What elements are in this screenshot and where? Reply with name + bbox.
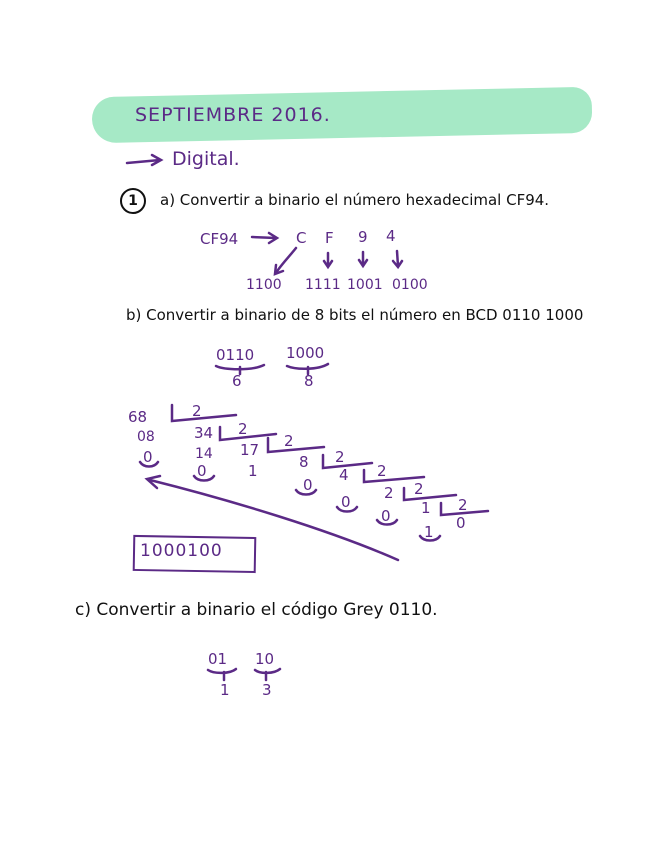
dividend: 68 — [128, 408, 148, 426]
remainder: 0 — [143, 448, 153, 466]
final-quotient: 0 — [456, 514, 466, 532]
remainder: 0 — [381, 507, 391, 525]
binary-nibble: 1111 — [305, 277, 341, 293]
grey-value: 1 — [220, 681, 230, 699]
bcd-group: 0110 — [216, 346, 255, 364]
binary-nibble: 0100 — [392, 277, 428, 293]
part-a-statement: a) Convertir a binario el número hexadecimal CF94. — [160, 191, 550, 209]
bcd-group: 1000 — [286, 344, 325, 362]
divisor: 2 — [414, 480, 424, 498]
binary-nibble: 1001 — [347, 277, 383, 293]
part-b-statement: b) Convertir a binario de 8 bits el número en BCD 0110 1000 — [126, 306, 584, 324]
binary-result: 1000100 — [140, 541, 223, 561]
exercise-number: 1 — [120, 188, 146, 214]
partial-remainder: 08 — [137, 429, 155, 445]
divisor: 2 — [284, 432, 294, 450]
grey-value: 3 — [262, 681, 272, 699]
hex-digit: C — [296, 229, 307, 247]
binary-nibble: 1100 — [246, 277, 282, 293]
remainder: 0 — [197, 462, 207, 480]
dividend: 2 — [384, 484, 394, 502]
grey-group: 01 — [208, 650, 228, 668]
partial-remainder: 14 — [195, 446, 213, 462]
bcd-decimal: 8 — [304, 372, 314, 390]
part-c-statement: c) Convertir a binario el código Grey 0110. — [75, 600, 438, 620]
dividend: 8 — [299, 453, 309, 471]
hex-digit: 9 — [358, 228, 368, 246]
hex-value: CF94 — [200, 230, 239, 248]
divisor: 2 — [192, 402, 202, 420]
dividend: 34 — [194, 424, 214, 442]
divisor: 2 — [377, 462, 387, 480]
hex-digit: 4 — [386, 227, 396, 245]
read-direction-arrow — [150, 480, 398, 560]
remainder: 0 — [303, 476, 313, 494]
remainder: 1 — [424, 523, 434, 541]
dividend: 17 — [240, 441, 260, 459]
divisor: 2 — [335, 448, 345, 466]
bcd-decimal: 6 — [232, 372, 242, 390]
hex-digit: F — [325, 229, 334, 247]
hex-arrow — [252, 237, 276, 238]
dividend: 4 — [339, 466, 349, 484]
page-title: SEPTIEMBRE 2016. — [135, 104, 331, 126]
grey-group: 10 — [255, 650, 275, 668]
dividend: 1 — [421, 499, 431, 517]
divisor: 2 — [238, 420, 248, 438]
remainder: 0 — [341, 493, 351, 511]
subject-label: Digital. — [172, 148, 240, 170]
divisor: 2 — [458, 496, 468, 514]
remainder: 1 — [248, 462, 258, 480]
